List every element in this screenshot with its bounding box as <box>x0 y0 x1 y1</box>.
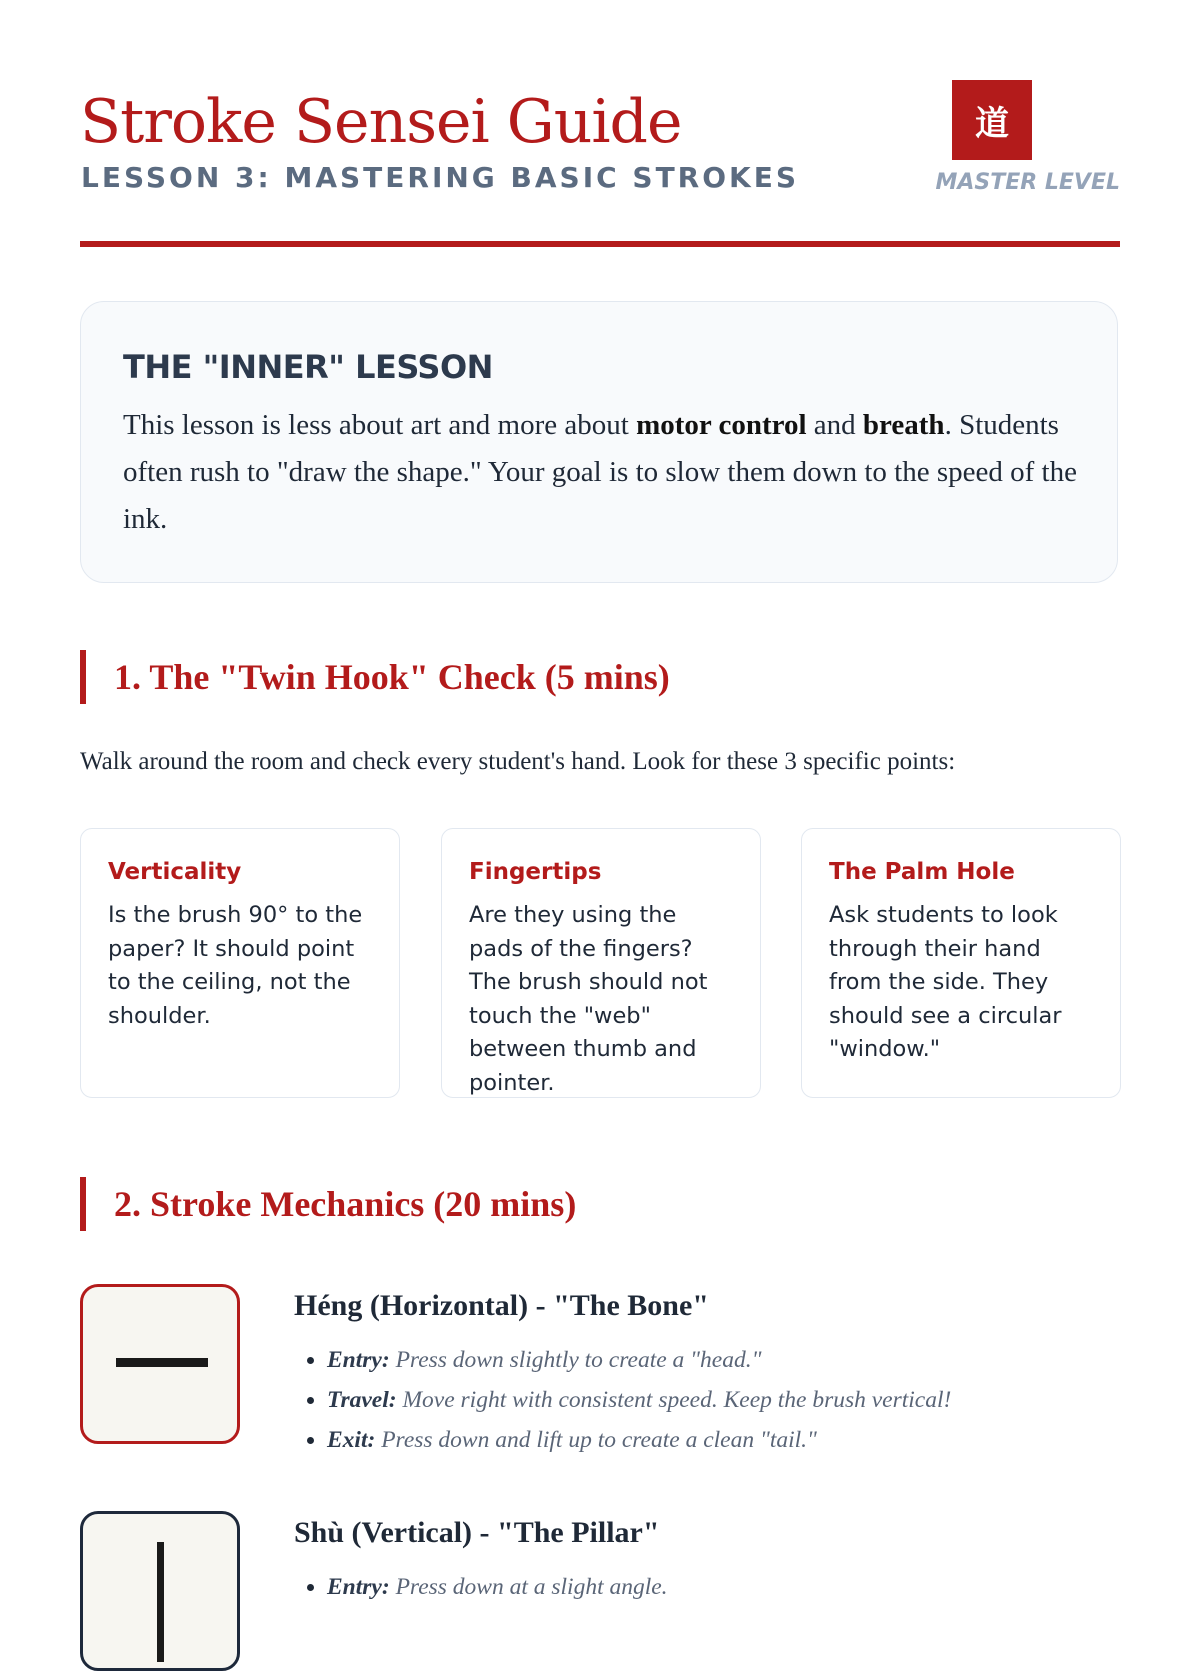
step-label: Exit: <box>327 1427 376 1453</box>
vertical-stroke-icon <box>80 1511 240 1671</box>
card-body: Ask students to look through their hand from the side. They should see a circular "window." <box>829 902 1062 1062</box>
card-title: Fingertips <box>469 859 602 885</box>
section-heading-twin-hook <box>80 650 670 704</box>
step-label: Travel: <box>327 1387 397 1413</box>
inner-bold-breath: breath <box>862 409 945 441</box>
section-1-intro: Walk around the room and check every student's hand. Look for these 3 specific points: <box>80 748 956 775</box>
inner-lesson-heading: THE "INNER" LESSON <box>123 348 493 386</box>
shu-stroke-mark <box>157 1542 164 1662</box>
inner-bold-motor-control: motor control <box>636 409 807 441</box>
step-text: Press down at a slight angle. <box>389 1574 668 1600</box>
check-card-verticality <box>80 828 400 1098</box>
inner-text-part: . Students often rush to "draw the shape." Your goal is to slow them down to the speed of the ink. <box>123 409 1077 535</box>
list-item <box>327 1567 668 1607</box>
step-label: Entry: <box>327 1347 390 1373</box>
inner-lesson-card <box>80 301 1118 583</box>
stroke-steps-heng <box>294 1340 951 1460</box>
card-title: Verticality <box>108 859 242 885</box>
check-card-fingertips <box>441 828 761 1098</box>
check-card-palm-hole <box>801 828 1121 1098</box>
section-1-title: 1. The "Twin Hook" Check (5 mins) <box>114 657 670 697</box>
card-body: Is the brush 90° to the paper? It should point to the ceiling, not the shoulder. <box>108 902 363 1029</box>
dao-badge-icon: 道 <box>952 80 1032 160</box>
list-item <box>327 1420 951 1460</box>
card-body: Are they using the pads of the fingers? The brush should not touch the "web" between thumb and pointer. <box>469 902 708 1096</box>
lesson-subtitle: LESSON 3: MASTERING BASIC STROKES <box>81 161 800 194</box>
section-heading-stroke-mechanics <box>80 1177 576 1231</box>
stroke-steps-shu <box>294 1567 668 1607</box>
list-item <box>327 1340 951 1380</box>
page-title: Stroke Sensei Guide <box>80 87 682 157</box>
stroke-title-heng: Héng (Horizontal) - "The Bone" <box>294 1289 709 1322</box>
inner-lesson-text <box>123 402 1083 543</box>
step-text: Press down and lift up to create a clean "tail." <box>375 1427 817 1453</box>
inner-text-part: This lesson is less about art and more about <box>123 409 637 441</box>
step-label: Entry: <box>327 1574 390 1600</box>
card-title: The Palm Hole <box>829 859 1015 885</box>
horizontal-stroke-icon <box>80 1284 240 1444</box>
stroke-title-shu: Shù (Vertical) - "The Pillar" <box>294 1516 660 1549</box>
step-text: Move right with consistent speed. Keep the brush vertical! <box>396 1387 952 1413</box>
header-divider <box>80 241 1120 247</box>
list-item <box>327 1380 951 1420</box>
level-label: MASTER LEVEL <box>935 170 1120 195</box>
step-text: Press down slightly to create a "head." <box>389 1347 762 1373</box>
section-2-title: 2. Stroke Mechanics (20 mins) <box>114 1184 577 1224</box>
heng-stroke-mark <box>116 1358 208 1367</box>
inner-text-part: and <box>806 409 863 441</box>
